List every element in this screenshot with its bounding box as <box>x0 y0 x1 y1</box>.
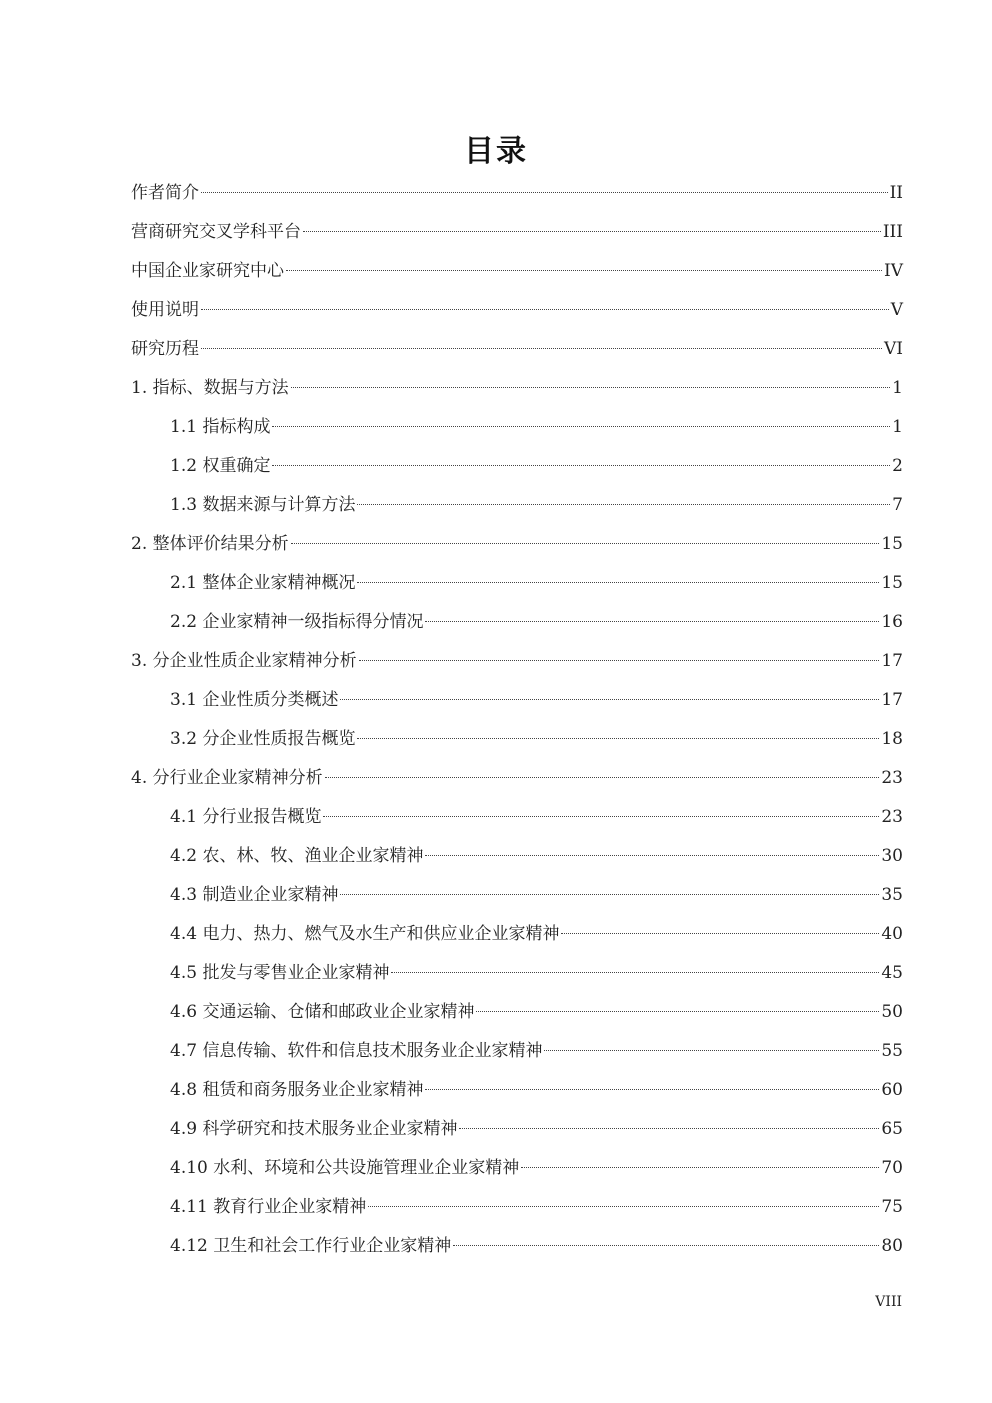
toc-entry-page: 55 <box>881 1041 903 1061</box>
dot-leader <box>303 231 881 232</box>
toc-entry-label: 4.2 农、林、牧、渔业企业家精神 <box>170 846 424 866</box>
toc-entry[interactable] <box>131 252 903 291</box>
toc-entry[interactable] <box>131 525 903 564</box>
toc-entry[interactable] <box>131 837 903 876</box>
table-of-contents <box>131 174 903 1266</box>
toc-entry-page: 30 <box>881 846 903 866</box>
dot-leader <box>272 426 890 427</box>
toc-entry-page: 40 <box>881 924 903 944</box>
toc-entry-label: 4.9 科学研究和技术服务业企业家精神 <box>170 1119 458 1139</box>
toc-entry-label: 1.1 指标构成 <box>170 417 271 437</box>
toc-entry-page: 50 <box>881 1002 903 1022</box>
toc-entry-label: 2. 整体评价结果分析 <box>131 534 289 554</box>
toc-entry-label: 4.4 电力、热力、燃气及水生产和供应业企业家精神 <box>170 924 560 944</box>
toc-entry-label: 2.1 整体企业家精神概况 <box>170 573 356 593</box>
toc-entry[interactable] <box>131 1071 903 1110</box>
toc-entry[interactable] <box>131 291 903 330</box>
toc-entry-label: 作者简介 <box>131 183 199 203</box>
dot-leader <box>272 465 890 466</box>
toc-entry[interactable] <box>131 642 903 681</box>
dot-leader <box>459 1128 879 1129</box>
toc-entry-label: 研究历程 <box>131 339 199 359</box>
toc-entry-page: 17 <box>881 651 903 671</box>
toc-entry-label: 营商研究交叉学科平台 <box>131 222 301 242</box>
toc-entry-page: 75 <box>881 1197 903 1217</box>
toc-entry[interactable] <box>131 447 903 486</box>
dot-leader <box>323 816 879 817</box>
toc-entry[interactable] <box>131 1149 903 1188</box>
dot-leader <box>453 1245 879 1246</box>
toc-entry-label: 4.7 信息传输、软件和信息技术服务业企业家精神 <box>170 1041 543 1061</box>
toc-entry-page: 16 <box>881 612 903 632</box>
dot-leader <box>391 972 879 973</box>
dot-leader <box>368 1206 879 1207</box>
toc-entry[interactable] <box>131 798 903 837</box>
dot-leader <box>291 543 880 544</box>
toc-entry-label: 4.8 租赁和商务服务业企业家精神 <box>170 1080 424 1100</box>
dot-leader <box>357 738 879 739</box>
toc-entry[interactable] <box>131 954 903 993</box>
dot-leader <box>521 1167 879 1168</box>
dot-leader <box>291 387 891 388</box>
dot-leader <box>357 504 890 505</box>
toc-entry[interactable] <box>131 564 903 603</box>
toc-entry-page: V <box>890 300 903 320</box>
toc-entry[interactable] <box>131 174 903 213</box>
toc-entry-page: 17 <box>881 690 903 710</box>
toc-entry-page: 7 <box>892 495 903 515</box>
dot-leader <box>425 1089 879 1090</box>
dot-leader <box>359 660 880 661</box>
toc-entry[interactable] <box>131 603 903 642</box>
toc-entry-label: 4. 分行业企业家精神分析 <box>131 768 323 788</box>
toc-entry-label: 中国企业家研究中心 <box>131 261 284 281</box>
toc-entry[interactable] <box>131 213 903 252</box>
toc-entry-label: 3.1 企业性质分类概述 <box>170 690 339 710</box>
toc-entry[interactable] <box>131 486 903 525</box>
toc-entry-label: 4.6 交通运输、仓储和邮政业企业家精神 <box>170 1002 475 1022</box>
toc-entry-label: 4.3 制造业企业家精神 <box>170 885 339 905</box>
dot-leader <box>201 192 888 193</box>
dot-leader <box>325 777 880 778</box>
toc-entry-label: 1.3 数据来源与计算方法 <box>170 495 356 515</box>
toc-entry-page: 45 <box>881 963 903 983</box>
toc-entry[interactable] <box>131 369 903 408</box>
toc-entry-page: 70 <box>881 1158 903 1178</box>
toc-entry[interactable] <box>131 1110 903 1149</box>
toc-entry[interactable] <box>131 759 903 798</box>
toc-entry[interactable] <box>131 720 903 759</box>
toc-entry-label: 1.2 权重确定 <box>170 456 271 476</box>
toc-entry[interactable] <box>131 1227 903 1266</box>
toc-entry-page: 1 <box>892 378 903 398</box>
toc-entry[interactable] <box>131 993 903 1032</box>
toc-entry-label: 2.2 企业家精神一级指标得分情况 <box>170 612 424 632</box>
toc-entry-page: III <box>882 222 903 242</box>
toc-entry-label: 4.1 分行业报告概览 <box>170 807 322 827</box>
toc-entry[interactable] <box>131 681 903 720</box>
dot-leader <box>561 933 879 934</box>
toc-entry[interactable] <box>131 876 903 915</box>
toc-entry-page: IV <box>884 261 903 281</box>
dot-leader <box>340 699 879 700</box>
dot-leader <box>425 621 879 622</box>
toc-entry-page: 2 <box>892 456 903 476</box>
toc-entry-label: 4.11 教育行业企业家精神 <box>170 1197 367 1217</box>
dot-leader <box>357 582 879 583</box>
toc-entry-page: 15 <box>881 534 903 554</box>
dot-leader <box>476 1011 879 1012</box>
toc-entry[interactable] <box>131 408 903 447</box>
toc-entry-page: VI <box>884 339 903 359</box>
dot-leader <box>544 1050 879 1051</box>
toc-entry[interactable] <box>131 1188 903 1227</box>
toc-entry-label: 3. 分企业性质企业家精神分析 <box>131 651 357 671</box>
toc-entry[interactable] <box>131 915 903 954</box>
toc-entry-label: 使用说明 <box>131 300 199 320</box>
toc-entry-page: 23 <box>881 768 903 788</box>
toc-entry-page: 18 <box>881 729 903 749</box>
toc-entry-page: 35 <box>881 885 903 905</box>
toc-entry-page: 80 <box>881 1236 903 1256</box>
toc-entry-label: 4.10 水利、环境和公共设施管理业企业家精神 <box>170 1158 520 1178</box>
page-title: 目录 <box>464 134 528 169</box>
dot-leader <box>201 348 882 349</box>
page-number: VIII <box>875 1294 902 1310</box>
dot-leader <box>201 309 889 310</box>
toc-entry[interactable] <box>131 330 903 369</box>
dot-leader <box>425 855 879 856</box>
toc-entry-page: 15 <box>881 573 903 593</box>
toc-entry-page: 65 <box>881 1119 903 1139</box>
toc-entry-page: II <box>889 183 903 203</box>
dot-leader <box>340 894 879 895</box>
toc-entry-label: 1. 指标、数据与方法 <box>131 378 289 398</box>
toc-entry-page: 1 <box>892 417 903 437</box>
toc-entry[interactable] <box>131 1032 903 1071</box>
toc-entry-page: 60 <box>881 1080 903 1100</box>
toc-entry-label: 4.5 批发与零售业企业家精神 <box>170 963 390 983</box>
toc-entry-label: 4.12 卫生和社会工作行业企业家精神 <box>170 1236 452 1256</box>
toc-entry-page: 23 <box>881 807 903 827</box>
dot-leader <box>286 270 882 271</box>
toc-entry-label: 3.2 分企业性质报告概览 <box>170 729 356 749</box>
